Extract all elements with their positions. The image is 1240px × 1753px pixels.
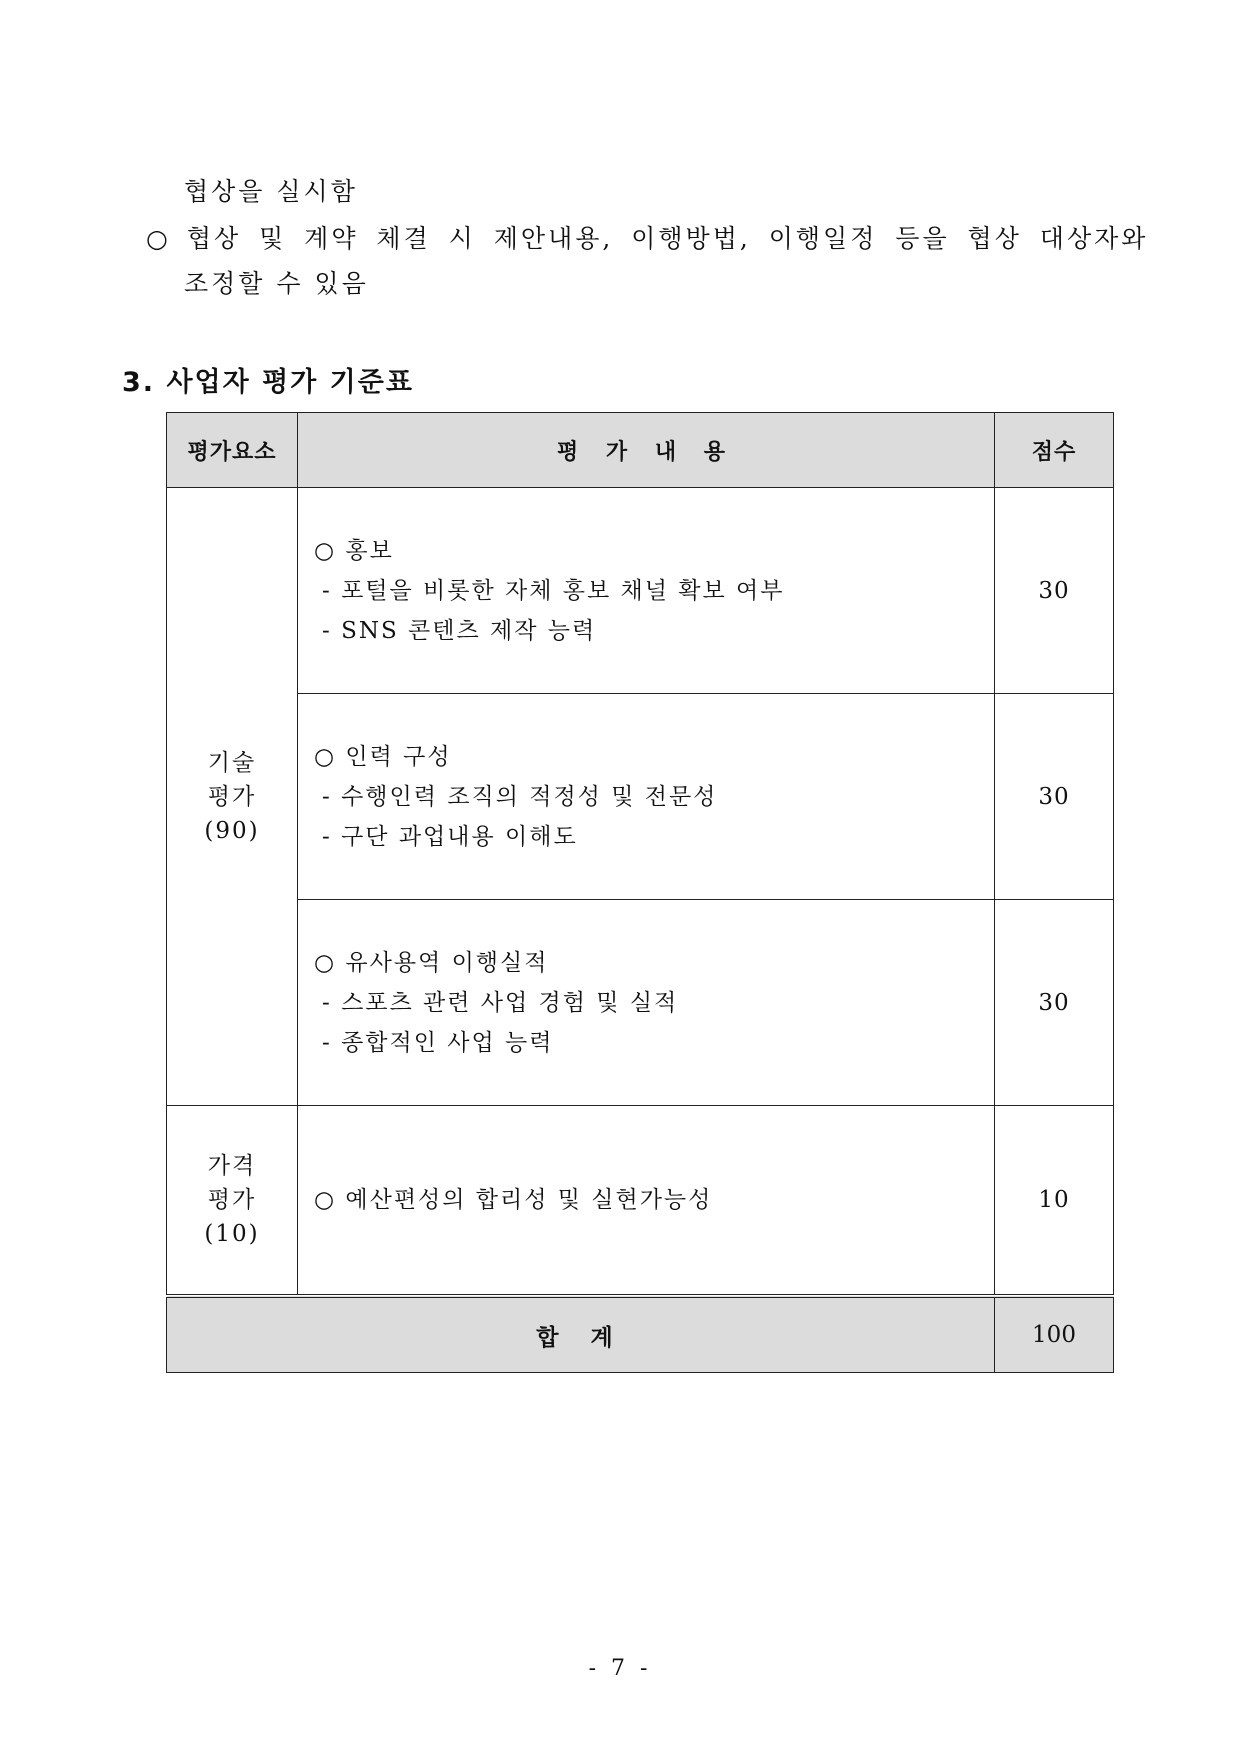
- bullet-circle-icon: ○: [146, 224, 171, 253]
- total-row: [167, 1296, 1114, 1373]
- content-cell: [298, 488, 995, 694]
- intro-line-3: 조정할 수 있음: [184, 269, 369, 298]
- category-tech-line: 평가: [207, 783, 257, 810]
- item-sub: - 스포츠 관련 사업 경험 및 실적: [322, 989, 679, 1016]
- category-tech-weight: (90): [204, 817, 260, 844]
- item-title: ○ 홍보: [314, 537, 394, 564]
- content-cell: [298, 900, 995, 1106]
- item-title: ○ 예산편성의 합리성 및 실현가능성: [314, 1187, 713, 1213]
- item-title: ○ 유사용역 이행실적: [314, 949, 549, 976]
- score-cell: 10: [995, 1106, 1114, 1297]
- total-score: 100: [995, 1296, 1114, 1373]
- header-element: 평가요소: [167, 413, 298, 488]
- score-cell: 30: [995, 900, 1114, 1106]
- table-header-row: [167, 413, 1114, 488]
- table-row: [167, 1106, 1114, 1297]
- intro-line-1: 협상을 실시함: [184, 177, 358, 206]
- table-row: [167, 488, 1114, 694]
- table-row: [167, 694, 1114, 900]
- item-title: ○ 인력 구성: [314, 743, 452, 770]
- category-tech-line: 기술: [207, 749, 257, 776]
- category-price: [167, 1106, 298, 1297]
- intro-line-2-text: 협상 및 계약 체결 시 제안내용, 이행방법, 이행일정 등을 협상 대상자와: [186, 224, 1149, 253]
- item-sub: - 수행인력 조직의 적정성 및 전문성: [322, 783, 718, 810]
- content-cell: [298, 694, 995, 900]
- content-cell: [298, 1106, 995, 1297]
- header-content: 평 가 내 용: [298, 413, 995, 488]
- item-sub: - 구단 과업내용 이해도: [322, 823, 578, 850]
- category-price-weight: (10): [204, 1221, 260, 1247]
- score-cell: 30: [995, 488, 1114, 694]
- section-heading: 3. 사업자 평가 기준표: [122, 367, 414, 398]
- score-cell: 30: [995, 694, 1114, 900]
- category-price-line: 가격: [207, 1153, 257, 1179]
- total-label: 합 계: [167, 1296, 995, 1373]
- category-tech: [167, 488, 298, 1106]
- evaluation-table: [166, 412, 1114, 1373]
- page-number: - 7 -: [588, 1656, 652, 1681]
- table-row: [167, 900, 1114, 1106]
- item-sub: - 종합적인 사업 능력: [322, 1029, 554, 1056]
- header-score: 점수: [995, 413, 1114, 488]
- intro-bullet-line: [146, 219, 1148, 255]
- item-sub: - SNS 콘텐츠 제작 능력: [322, 617, 597, 644]
- item-sub: - 포털을 비롯한 자체 홍보 채널 확보 여부: [322, 577, 785, 604]
- category-price-line: 평가: [207, 1187, 257, 1213]
